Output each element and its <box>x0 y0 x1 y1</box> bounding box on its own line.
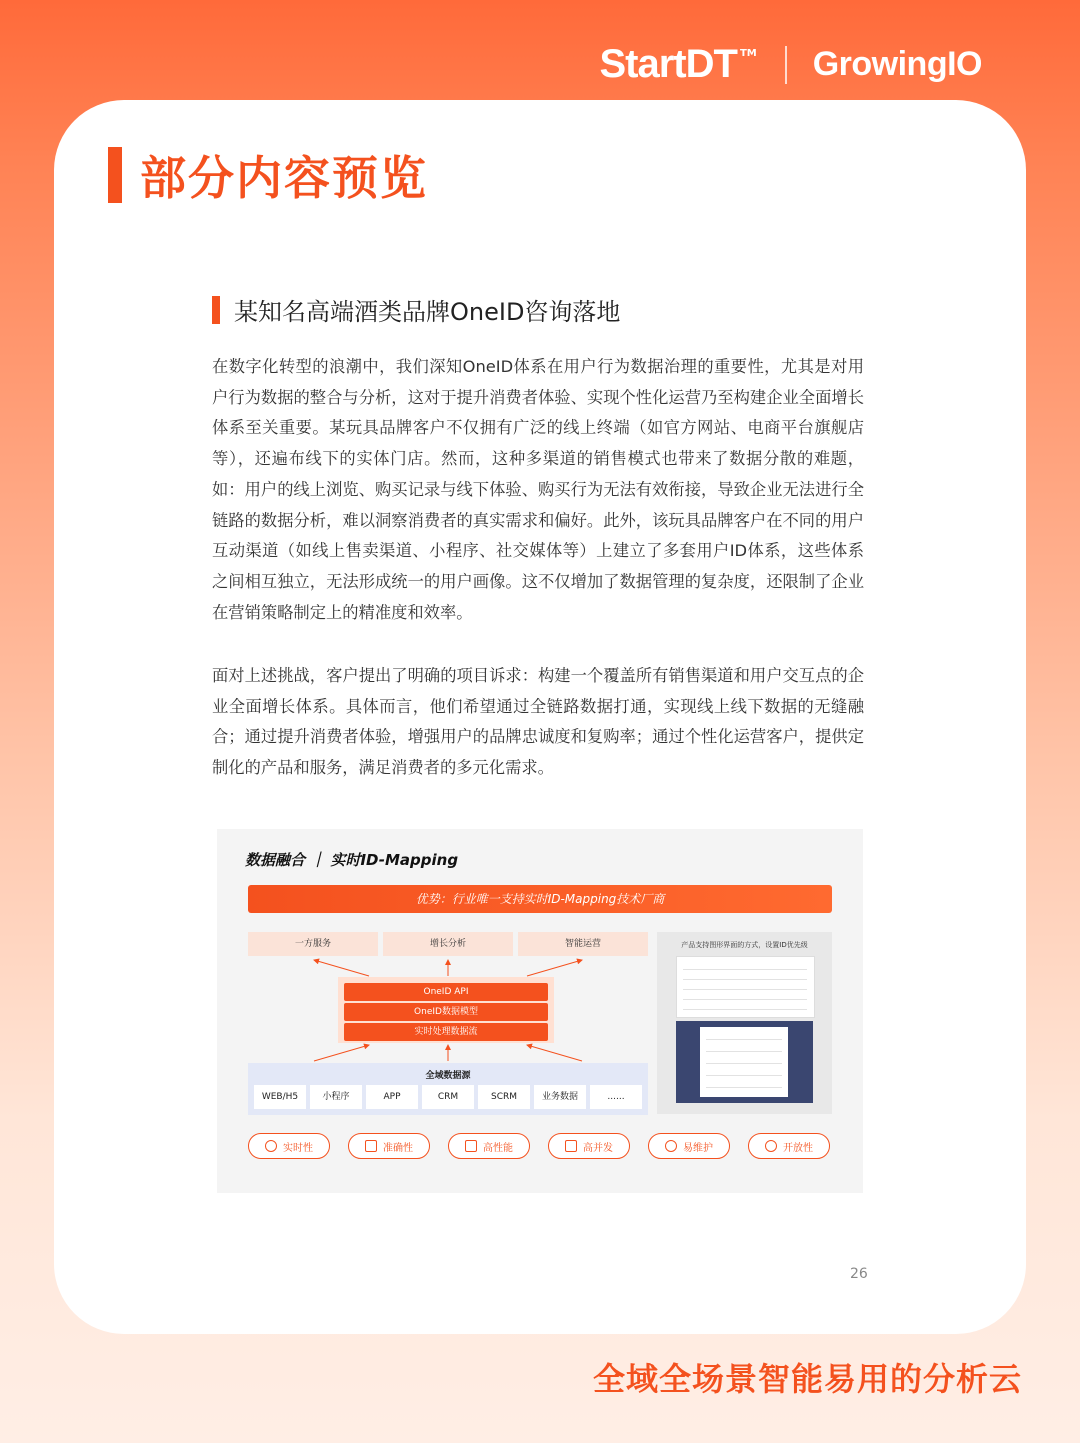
core-layer-api: OneID API <box>344 983 548 1001</box>
source-mini-program: 小程序 <box>310 1085 362 1109</box>
feature-label: 易维护 <box>683 1142 713 1154</box>
feature-label: 高性能 <box>483 1142 513 1154</box>
paragraph-requirements: 面对上述挑战，客户提出了明确的项目诉求：构建一个覆盖所有销售渠道和用户交互点的企业全面增长体系。具体而言，他们希望通过全链路数据打通，实现线上线下数据的无缝融合；通过提升消费者体验，增强用户的品牌忠诚度和复购率；通过个性化运营客户，提供定制化的产品和服务，满足消费者的多元化需求。 <box>212 666 864 778</box>
growingio-logo: GrowingIO <box>812 45 982 83</box>
case-accent-bar <box>212 296 220 324</box>
source-scrm: SCRM <box>478 1085 530 1109</box>
product-caption: 产品支持图形界面的方式，设置ID优先级 <box>681 941 808 949</box>
source-business-data: 业务数据 <box>534 1085 586 1109</box>
core-layer-stream: 实时处理数据流 <box>344 1023 548 1041</box>
feature-label: 高并发 <box>583 1142 613 1154</box>
page-number: 26 <box>850 1266 868 1282</box>
section-accent-bar <box>108 147 122 203</box>
source-crm: CRM <box>422 1085 474 1109</box>
paragraph-challenge: 在数字化转型的浪潮中，我们深知OneID体系在用户行为数据治理的重要性，尤其是对用户行为数据的整合与分析，这对于提升消费者体验、实现个性化运营乃至构建企业全面增长体系至关重要。某玩具品牌客户不仅拥有广泛的线上终端（如官方网站、电商平台旗舰店等），还遍布线下的实体门店。然而，这种多渠道的销售模式也带来了数据分散的难题，如：用户的线上浏览、购买记录与线下体验、购买行为无法有效衔接，导致企业无法进行全链路的数据分析，难以洞察消费者的真实需求和偏好。此外，该玩具品牌客户在不同的用户互动渠道（如线上售卖渠道、小程序、社交媒体等）上建立了多套用户ID体系，这些体系之间相互独立，无法形成统一的用户画像。这不仅增加了数据管理的复杂度，还限制了企业在营销策略制定上的精准度和效率。 <box>212 357 864 622</box>
chip-icon <box>465 1140 477 1152</box>
slide-title: 数据融合 ｜ 实时ID-Mapping <box>245 851 459 869</box>
feature-label: 开放性 <box>783 1142 813 1154</box>
share-icon <box>765 1140 777 1152</box>
clock-icon <box>265 1140 277 1152</box>
tools-icon <box>665 1140 677 1152</box>
target-icon <box>365 1140 377 1152</box>
core-layer-model: OneID数据模型 <box>344 1003 548 1021</box>
feature-openness <box>748 1133 830 1159</box>
brand-logos <box>599 42 982 87</box>
product-screenshot-panel <box>657 932 832 1114</box>
product-screenshot-dialog <box>676 1021 813 1103</box>
advantage-banner: 优势：行业唯一支持实时ID-Mapping技术厂商 <box>248 885 832 913</box>
section-title: 部分内容预览 <box>140 151 428 205</box>
trademark-mark: TM <box>739 48 757 59</box>
footer-tagline: 全域全场景智能易用的分析云 <box>592 1360 1022 1398</box>
section-heading <box>108 142 428 208</box>
logo-divider <box>785 46 787 84</box>
top-box-growth: 增长分析 <box>383 932 513 956</box>
source-web-h5: WEB/H5 <box>254 1085 306 1109</box>
feature-concurrency <box>548 1133 630 1159</box>
feature-realtime <box>248 1133 330 1159</box>
feature-label: 实时性 <box>283 1142 313 1154</box>
feature-accuracy <box>348 1133 430 1159</box>
source-more: ...... <box>590 1085 642 1109</box>
top-box-first-party: 一方服务 <box>248 932 378 956</box>
product-screenshot-table <box>676 956 815 1018</box>
case-title: 某知名高端酒类品牌OneID咨询落地 <box>234 298 621 326</box>
data-source-title: 全域数据源 <box>425 1071 471 1081</box>
code-icon <box>565 1140 577 1152</box>
top-box-operation: 智能运营 <box>518 932 648 956</box>
feature-performance <box>448 1133 530 1159</box>
case-heading <box>212 292 620 327</box>
feature-label: 准确性 <box>383 1142 413 1154</box>
startdt-logo: StartDT <box>599 42 737 86</box>
feature-maintainability <box>648 1133 730 1159</box>
source-app: APP <box>366 1085 418 1109</box>
id-mapping-slide <box>217 829 863 1193</box>
